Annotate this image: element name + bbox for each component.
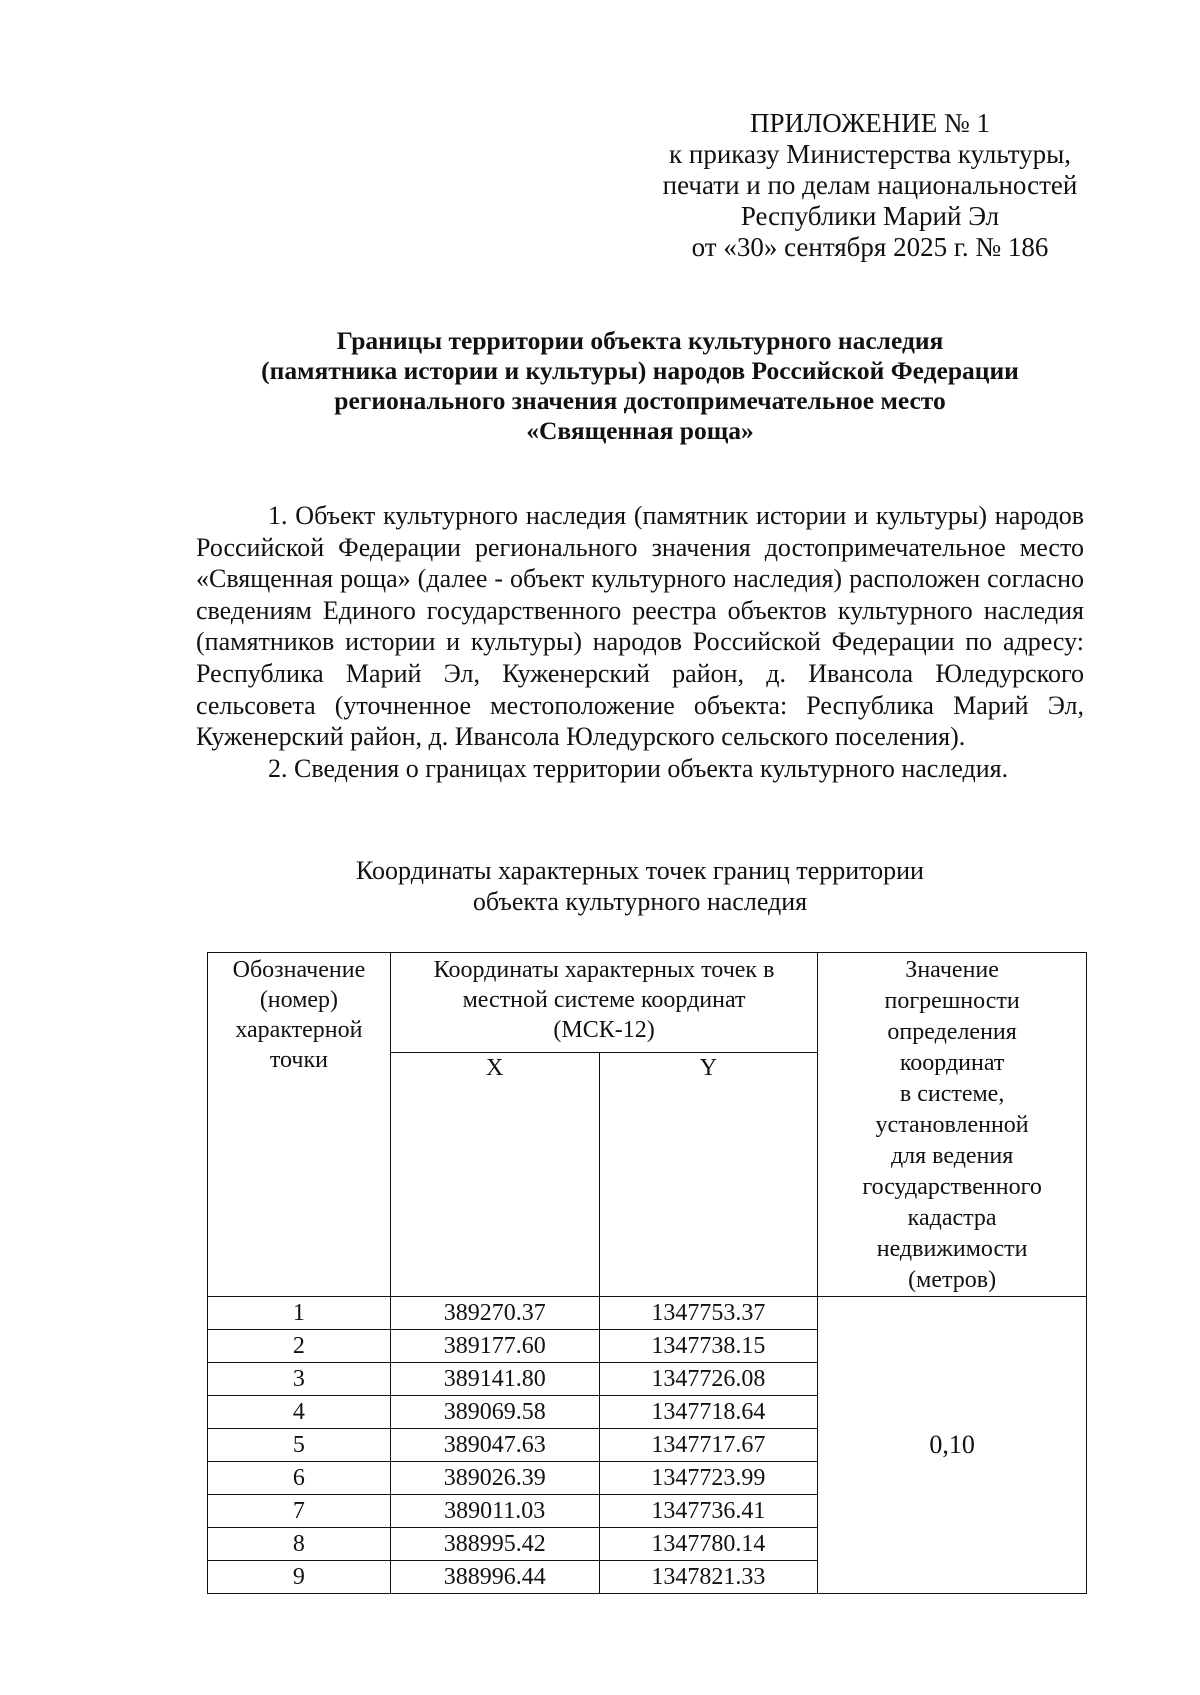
cell-point-number: 6 — [208, 1462, 391, 1495]
appendix-number: ПРИЛОЖЕНИЕ № 1 — [749, 108, 991, 138]
cell-x: 389026.39 — [390, 1462, 599, 1495]
table-caption-line: Координаты характерных точек границ территории — [356, 856, 924, 885]
body-text — [196, 500, 1084, 784]
header-text: (метров) — [908, 1267, 997, 1293]
appendix-order-line: к приказу Министерства культуры, — [669, 139, 1071, 169]
cell-x: 389069.58 — [390, 1396, 599, 1429]
cell-y: 1347723.99 — [599, 1462, 818, 1495]
header-text: характерной — [235, 1017, 363, 1043]
header-text: установленной — [875, 1112, 1029, 1138]
header-text: Значение — [905, 957, 999, 983]
appendix-republic-line: Республики Марий Эл — [740, 201, 1000, 231]
table-caption — [240, 855, 1040, 917]
appendix-header — [640, 108, 1100, 263]
cell-accuracy: 0,10 — [818, 1297, 1087, 1594]
paragraph-object-location: 1. Объект культурного наследия (памятник истории и культуры) народов Российской Федерации регионального значения достопримечательное место «Священная роща» (далее - объект культурного наследия) расположен согласно сведениям Единого государственного реестра объектов культурного наследия (памятников истории и культуры) народов Российской Федерации по адресу: Республика Марий Эл, Куженерский район, д. Ивансола Юледурского сельсовета (уточненное местоположение объекта: Республика Марий Эл, Куженерский район, д. Ивансола Юледурского сельского поселения). — [196, 501, 1084, 752]
header-text: координат — [899, 1050, 1005, 1076]
cell-point-number: 1 — [208, 1297, 391, 1330]
coordinates-table — [207, 952, 1087, 1594]
cell-y: 1347717.67 — [599, 1429, 818, 1462]
header-text: государственного — [862, 1174, 1042, 1200]
header-text: для ведения — [890, 1143, 1014, 1169]
header-text: Обозначение — [232, 957, 366, 983]
cell-x: 389011.03 — [390, 1495, 599, 1528]
cell-y: 1347821.33 — [599, 1561, 818, 1594]
paragraph-boundaries-info: 2. Сведения о границах территории объекта культурного наследия. — [268, 753, 1009, 783]
cell-point-number: 2 — [208, 1330, 391, 1363]
header-text: (номер) — [259, 987, 339, 1013]
cell-x: 389141.80 — [390, 1363, 599, 1396]
header-text: точки — [269, 1047, 328, 1073]
title-line: Границы территории объекта культурного наследия — [336, 326, 944, 355]
table-row — [208, 1297, 1087, 1330]
title-line: регионального значения достопримечательное место — [334, 386, 946, 415]
title-line: «Священная роща» — [526, 416, 754, 445]
table-header-row — [208, 953, 1087, 1053]
appendix-ministry-line: печати и по делам национальностей — [662, 170, 1078, 200]
header-text: кадастра — [907, 1205, 997, 1231]
document-title — [190, 326, 1090, 446]
appendix-date-line: от «30» сентября 2025 г. № 186 — [691, 232, 1049, 262]
cell-point-number: 8 — [208, 1528, 391, 1561]
cell-y: 1347726.08 — [599, 1363, 818, 1396]
cell-y: 1347753.37 — [599, 1297, 818, 1330]
cell-x: 388995.42 — [390, 1528, 599, 1561]
cell-x: 388996.44 — [390, 1561, 599, 1594]
cell-point-number: 3 — [208, 1363, 391, 1396]
table-caption-line: объекта культурного наследия — [472, 887, 808, 916]
header-text: погрешности — [884, 988, 1020, 1014]
header-text: недвижимости — [876, 1236, 1028, 1262]
title-line: (памятника истории и культуры) народов Российской Федерации — [261, 356, 1019, 385]
cell-point-number: 7 — [208, 1495, 391, 1528]
cell-point-number: 5 — [208, 1429, 391, 1462]
header-text: (МСК-12) — [553, 1017, 655, 1043]
header-coordinates — [390, 953, 817, 1053]
cell-y: 1347738.15 — [599, 1330, 818, 1363]
header-text: местной системе координат — [462, 987, 746, 1013]
header-text: в системе, — [899, 1081, 1005, 1107]
cell-x: 389047.63 — [390, 1429, 599, 1462]
cell-x: 389270.37 — [390, 1297, 599, 1330]
header-y: Y — [599, 1052, 818, 1296]
header-text: определения — [887, 1019, 1017, 1045]
cell-x: 389177.60 — [390, 1330, 599, 1363]
header-text: Координаты характерных точек в — [433, 957, 775, 983]
cell-y: 1347780.14 — [599, 1528, 818, 1561]
header-x: X — [390, 1052, 599, 1296]
cell-point-number: 4 — [208, 1396, 391, 1429]
header-point-designation — [208, 953, 391, 1297]
cell-point-number: 9 — [208, 1561, 391, 1594]
cell-y: 1347736.41 — [599, 1495, 818, 1528]
cell-y: 1347718.64 — [599, 1396, 818, 1429]
header-accuracy — [818, 953, 1087, 1297]
